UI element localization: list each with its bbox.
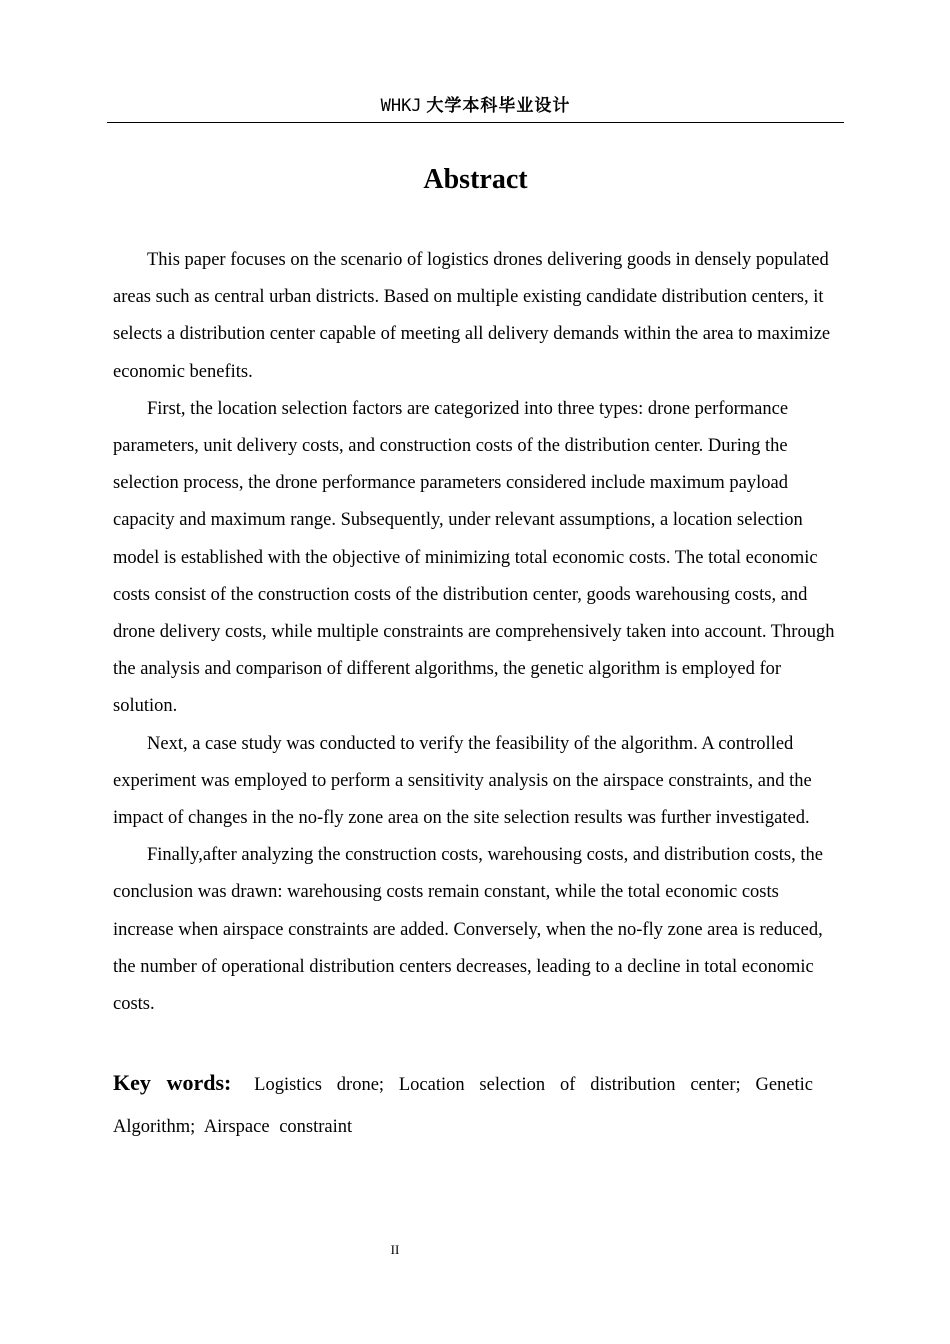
header-title: 大学本科毕业设计: [426, 96, 571, 116]
paragraph: This paper focuses on the scenario of logistics drones delivering goods in densely populated areas such as central urban districts. Based on multiple existing candidate distribution centers, it selects a distribution center capable of meeting all delivery demands within the area to maximize economic benefits.: [113, 250, 831, 382]
page-header: [107, 92, 844, 120]
keywords-label: Key words:: [113, 1070, 232, 1095]
keywords: [113, 1062, 813, 1148]
page-number: II: [390, 1242, 400, 1257]
header-org: WHKJ: [380, 96, 422, 116]
paragraph: First, the location selection factors are categorized into three types: drone performance parameters, unit delivery costs, and construction costs of the distribution center. During the selection process, the drone performance parameters considered include maximum payload capacity and maximum range. Subsequently, under relevant assumptions, a location selection model is established with the objective of minimizing total economic costs. The total economic costs consist of the construction costs of the distribution center, goods warehousing costs, and drone delivery costs, while multiple constraints are comprehensively taken into account. Through the analysis and comparison of different algorithms, the genetic algorithm is employed for solution.: [113, 398, 835, 717]
keywords-text: Logistics drone; Location selection of distribution center; Genetic Algorithm; Airspace constraint: [113, 1075, 813, 1137]
paragraph: Next, a case study was conducted to verify the feasibility of the algorithm. A controlled experiment was employed to perform a sensitivity analysis on the airspace constraints, and the impact of changes in the no-fly zone area on the site selection results was further investigated.: [113, 733, 812, 829]
abstract-body: [113, 242, 843, 1023]
paragraph: Finally,after analyzing the construction costs, warehousing costs, and distribution costs, the conclusion was drawn: warehousing costs remain constant, while the total economic costs increase when airspace constraints are added. Conversely, when the no-fly zone area is reduced, the number of operational distribution centers decreases, leading to a decline in total economic costs.: [113, 845, 823, 1015]
abstract-title: Abstract: [423, 164, 528, 195]
header-rule: [107, 122, 844, 123]
